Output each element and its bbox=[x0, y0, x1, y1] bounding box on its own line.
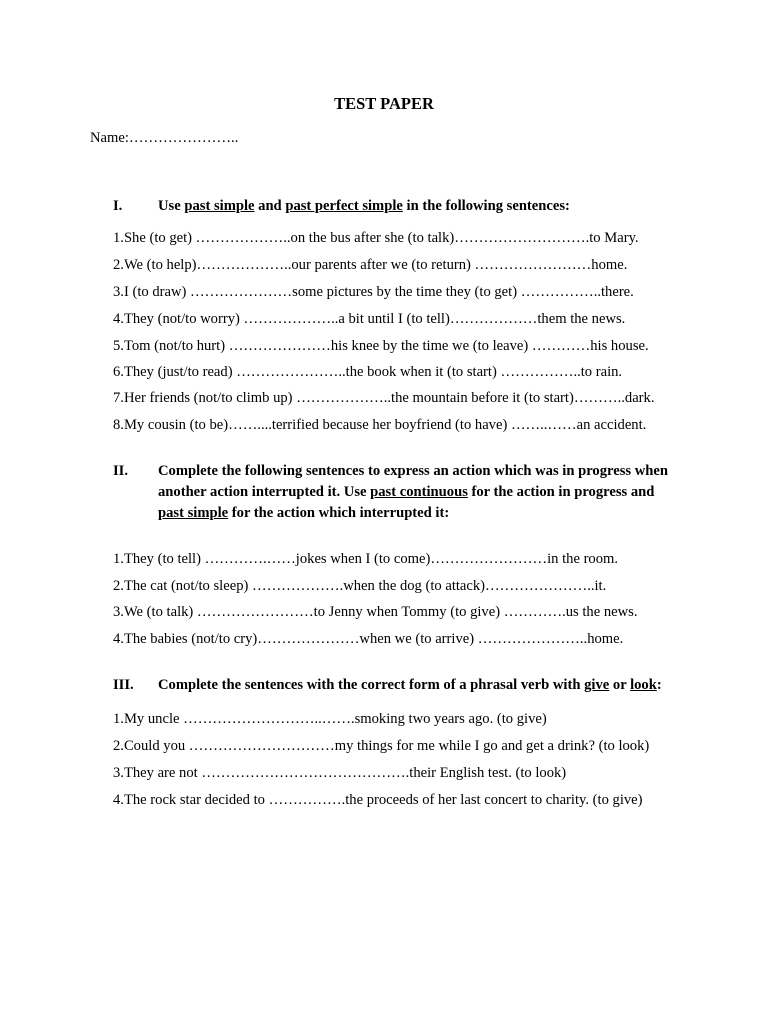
exercise-line: 5.Tom (not/to hurt) …………………his knee by the time we (to leave) …………his house. bbox=[113, 338, 649, 354]
exercise-line: 3.They are not …………………………………….their English test. (to look) bbox=[113, 765, 567, 781]
section-instruction bbox=[158, 675, 683, 696]
exercise-line: 4.The rock star decided to …………….the proceeds of her last concert to charity. (to give) bbox=[113, 792, 643, 808]
instr-text: : bbox=[656, 677, 662, 693]
instr-underlined: past continuous bbox=[370, 484, 468, 500]
exercise-line: 1.They (to tell) ………….……jokes when I (to come)……………………in the room. bbox=[113, 551, 619, 567]
section-1-heading bbox=[113, 196, 683, 217]
instr-text: Complete the sentences with the correct form of a phrasal verb with bbox=[158, 677, 585, 693]
section-2-heading bbox=[113, 461, 683, 524]
instr-underlined: give bbox=[584, 677, 610, 693]
section-number: II. bbox=[113, 463, 129, 479]
instr-text: in the following sentences: bbox=[402, 198, 570, 214]
name-field-line: Name:………………….. bbox=[90, 130, 239, 146]
exercise-line: 4.The babies (not/to cry)…………………when we (to arrive) …………………..home. bbox=[113, 631, 624, 647]
instr-underlined: past simple bbox=[158, 505, 229, 521]
instr-text: or bbox=[609, 677, 631, 693]
section-number: III. bbox=[113, 677, 134, 693]
section-number: I. bbox=[113, 198, 123, 214]
exercise-line: 3.We (to talk) ……………………to Jenny when Tommy (to give) ………….us the news. bbox=[113, 604, 638, 620]
exercise-line: 2.We (to help)………………..our parents after we (to return) ……………………home. bbox=[113, 257, 628, 273]
section-3-heading bbox=[113, 675, 683, 696]
exercise-line: 1.My uncle ………………………..…….smoking two years ago. (to give) bbox=[113, 711, 547, 727]
instr-underlined: past perfect simple bbox=[285, 198, 403, 214]
exercise-line: 2.The cat (not/to sleep) ……………….when the dog (to attack)…………………..it. bbox=[113, 578, 607, 594]
page-title: TEST PAPER bbox=[334, 94, 434, 113]
instr-underlined: past simple bbox=[184, 198, 255, 214]
exercise-line: 6.They (just/to read) …………………..the book when it (to start) ……………..to rain. bbox=[113, 364, 623, 380]
exercise-line: 8.My cousin (to be)……....terrified because her boyfriend (to have) ……..……an accident. bbox=[113, 417, 647, 433]
instr-text: for the action in progress and bbox=[467, 484, 655, 500]
instr-text: Use bbox=[158, 198, 185, 214]
instr-text: for the action which interrupted it: bbox=[228, 505, 450, 521]
instr-text: and bbox=[254, 198, 286, 214]
instr-underlined: look bbox=[630, 677, 657, 693]
exercise-line: 3.I (to draw) …………………some pictures by the time they (to get) ……………..there. bbox=[113, 284, 634, 300]
section-instruction bbox=[158, 196, 683, 217]
section-instruction bbox=[158, 461, 683, 524]
exercise-line: 7.Her friends (not/to climb up) ………………..the mountain before it (to start)………..dark. bbox=[113, 390, 655, 406]
instr-text: Complete the following sentences to express an action which was in progress when another action interrupted it. Use bbox=[158, 463, 668, 500]
exercise-line: 1.She (to get) ………………..on the bus after she (to talk)……………………….to Mary. bbox=[113, 230, 639, 246]
exercise-line: 2.Could you …………………………my things for me while I go and get a drink? (to look) bbox=[113, 738, 650, 754]
exercise-line: 4.They (not/to worry) ………………..a bit until I (to tell)………………them the news. bbox=[113, 311, 626, 327]
